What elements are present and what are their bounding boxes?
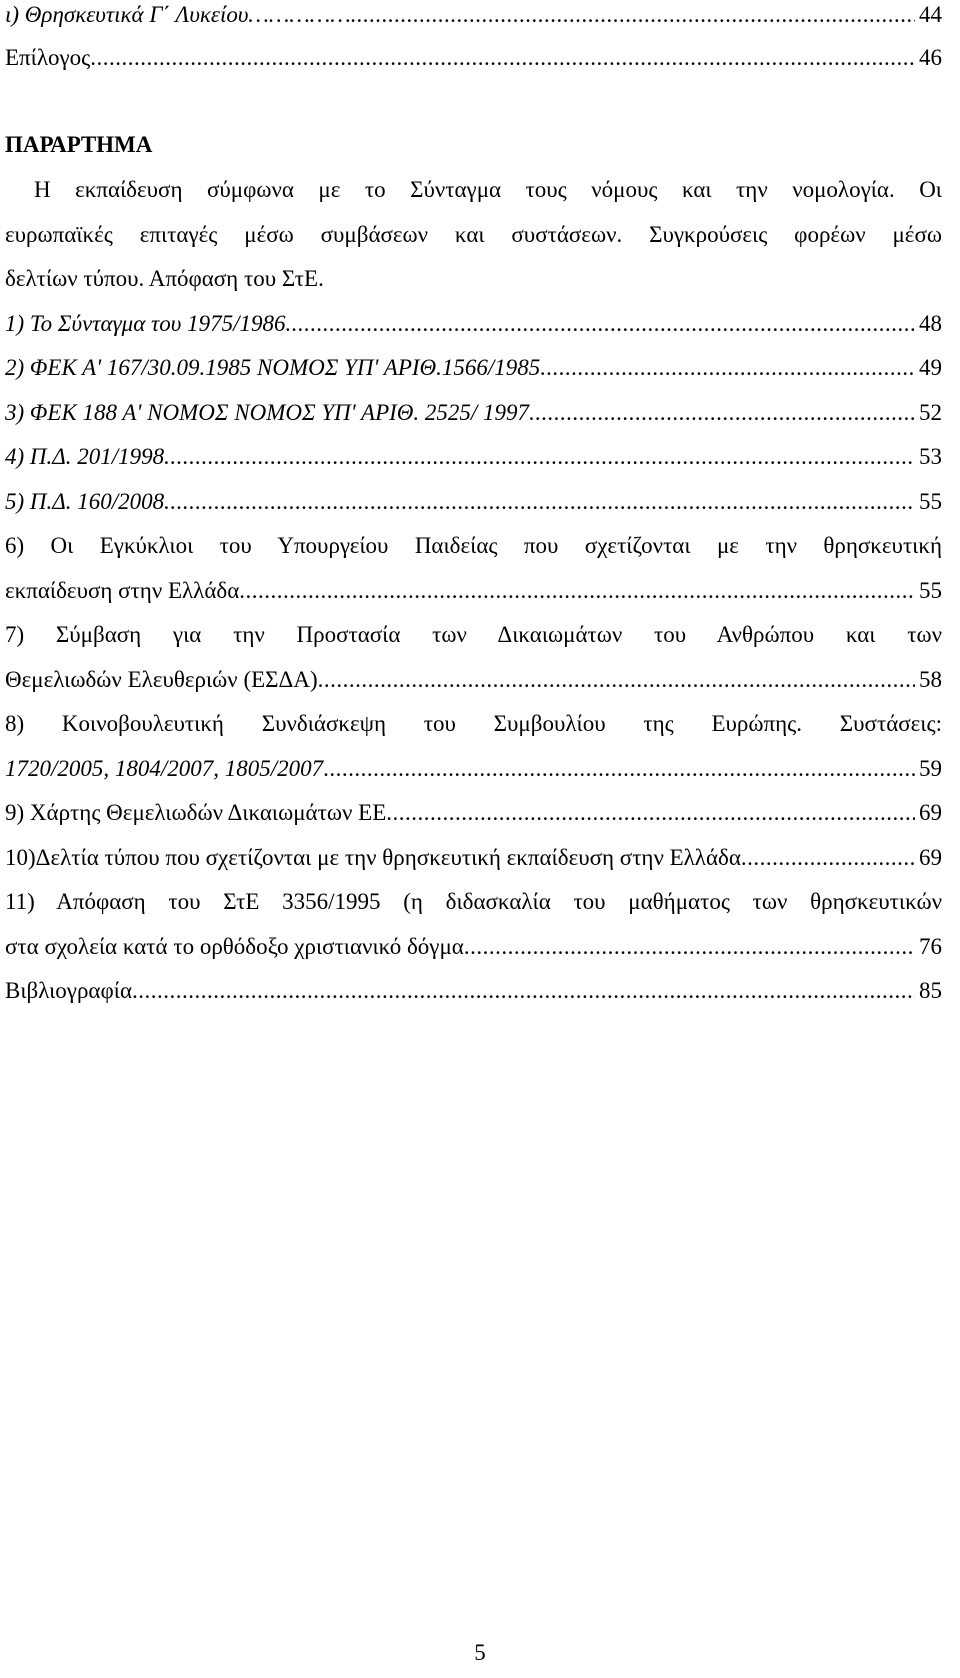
toc-entry-label: 4) Π.Δ. 201/1998 [5,444,165,469]
toc-entry-label: 1) Το Σύνταγμα του 1975/1986 [5,311,286,336]
toc-entry-label: 2) ΦΕΚ Α' 167/30.09.1985 ΝΟΜΟΣ ΥΠ' ΑΡΙΘ.1566/1985 [5,355,541,380]
toc-leader-dots [464,932,915,962]
toc-entry-label: 9) Χάρτης Θεμελιωδών Δικαιωμάτων ΕΕ [5,800,387,825]
toc-entry-label: ι) Θρησκευτικά Γ΄ Λυκείου…………… [5,2,351,27]
toc-entry-thriskeftika-g-lykeiou[interactable] [5,0,942,30]
toc-entry-syntagma[interactable] [5,309,942,339]
toc-leader-dots [90,43,915,73]
toc-entry-page: 69 [919,800,942,825]
toc-entry-label: 10)Δελτία τύπου που σχετίζονται με την θρησκευτική εκπαίδευση στην Ελλάδα [5,845,741,870]
toc-entry-eu-charter[interactable] [5,798,942,828]
toc-leader-dots [323,754,915,784]
toc-leader-dots [540,353,915,383]
toc-entry-label: 3) ΦΕΚ 188 Α' ΝΟΜΟΣ ΝΟΜΟΣ ΥΠ' ΑΡΙΘ. 2525/ 1997 [5,400,530,425]
toc-leader-dots [351,0,915,30]
toc-entry-label: Επίλογος [5,45,91,70]
toc-entry-council-europe-line-1[interactable]: 8) Κοινοβουλευτική Συνδιάσκεψη του Συμβουλίου της Ευρώπης. Συστάσεις: [5,711,942,736]
toc-leader-dots [318,665,915,695]
toc-entry-label: 1720/2005, 1804/2007, 1805/2007 [5,756,324,781]
toc-entry-page: 58 [919,667,942,692]
toc-leader-dots [386,798,915,828]
toc-entry-esda-line-1[interactable]: 7) Σύμβαση για την Προστασία των Δικαιωμάτων του Ανθρώπου και των [5,622,942,647]
page-number: 5 [474,1640,486,1665]
toc-entry-ste-decision[interactable] [5,932,942,962]
toc-entry-fek-167[interactable] [5,353,942,383]
toc-leader-dots [132,976,915,1006]
toc-entry-press-releases[interactable] [5,843,942,873]
toc-entry-page: 85 [919,978,942,1003]
toc-entry-page: 48 [919,311,942,336]
toc-entry-page: 69 [919,845,942,870]
appendix-intro-line-3: δελτίων τύπου. Απόφαση του ΣτΕ. [5,266,324,291]
appendix-intro-line-1: Η εκπαίδευση σύμφωνα με το Σύνταγμα τους νόμους και την νομολογία. Οι [34,177,942,202]
toc-entry-page: 46 [919,45,942,70]
toc-entry-pd-160[interactable] [5,487,942,517]
toc-entry-label: 5) Π.Δ. 160/2008 [5,489,165,514]
toc-entry-page: 49 [919,355,942,380]
toc-entry-page: 44 [919,2,942,27]
toc-leader-dots [285,309,915,339]
toc-entry-page: 76 [919,934,942,959]
toc-entry-ste-decision-line-1[interactable]: 11) Απόφαση του ΣτΕ 3356/1995 (η διδασκαλία του μαθήματος των θρησκευτικών [5,889,942,914]
toc-entry-epilogos[interactable] [5,43,942,73]
toc-entry-esda[interactable] [5,665,942,695]
toc-entry-fek-188[interactable] [5,398,942,428]
toc-entry-page: 55 [919,489,942,514]
toc-leader-dots [529,398,915,428]
toc-entry-label: στα σχολεία κατά το ορθόδοξο χριστιανικό δόγμα [5,934,464,959]
toc-entry-label: Θεμελιωδών Ελευθεριών (ΕΣΔΑ) [5,667,318,692]
toc-entry-page: 52 [919,400,942,425]
toc-entry-label: εκπαίδευση στην Ελλάδα [5,578,240,603]
appendix-intro-line-2: ευρωπαϊκές επιταγές μέσω συμβάσεων και συστάσεων. Συγκρούσεις φορέων μέσω [5,222,942,247]
appendix-heading: ΠΑΡΑΡΤΗΜΑ [5,132,153,157]
toc-leader-dots [239,576,915,606]
toc-entry-page: 53 [919,444,942,469]
toc-entry-egkyklioi[interactable] [5,576,942,606]
toc-entry-egkyklioi-line-1[interactable]: 6) Οι Εγκύκλιοι του Υπουργείου Παιδείας που σχετίζονται με την θρησκευτική [5,533,942,558]
toc-entry-pd-201[interactable] [5,442,942,472]
toc-leader-dots [741,843,915,873]
toc-entry-bibliography[interactable] [5,976,942,1006]
toc-entry-page: 55 [919,578,942,603]
toc-entry-page: 59 [919,756,942,781]
toc-entry-label: Βιβλιογραφία [5,978,132,1003]
toc-leader-dots [164,442,915,472]
toc-leader-dots [164,487,915,517]
toc-entry-council-europe[interactable] [5,754,942,784]
